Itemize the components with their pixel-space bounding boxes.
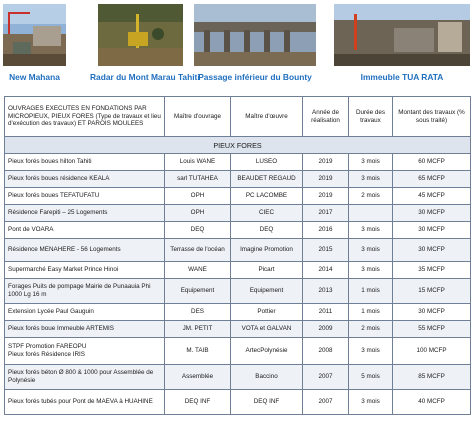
column-header-amount: Montant des travaux (% sous traité)	[393, 97, 471, 137]
cell-duration: 3 mois	[349, 239, 393, 262]
cell-duration: 1 mois	[349, 279, 393, 304]
cell-owner: Terrasse de l'océan	[165, 239, 231, 262]
table-row	[5, 154, 471, 171]
cell-amount: 85 MCFP	[393, 365, 471, 390]
cell-contractor: PC LACOMBE	[231, 188, 303, 205]
cell-works: Résidence MENAHERE - 56 Logements	[5, 239, 165, 262]
cell-owner: DES	[165, 304, 231, 321]
table-header-row	[5, 97, 471, 137]
cell-amount: 55 MCFP	[393, 321, 471, 338]
table-row	[5, 321, 471, 338]
cell-works: Pieux forés béton Ø 800 & 1000 pour Assemblée de Polynésie	[5, 365, 165, 390]
cell-duration	[349, 205, 393, 222]
cell-works: Résidence Farepiti – 25 Logements	[5, 205, 165, 222]
photo-caption: New Mahana	[9, 72, 60, 82]
cell-contractor: DEQ	[231, 222, 303, 239]
cell-amount: 35 MCFP	[393, 262, 471, 279]
cell-works: Pieux forés tubés pour Pont de MAEVA à HUAHINE	[5, 390, 165, 415]
cell-works: Pieux forés boues résidence KEALA	[5, 171, 165, 188]
cell-owner: JM. PETIT	[165, 321, 231, 338]
cell-owner: Assemblée	[165, 365, 231, 390]
cell-works: Pieux forés boue Immeuble ARTEMIS	[5, 321, 165, 338]
cell-works: Extension Lycée Paul Gauguin	[5, 304, 165, 321]
cell-duration: 3 mois	[349, 171, 393, 188]
cell-works: Pont de VOARA	[5, 222, 165, 239]
column-header-duration: Durée des travaux	[349, 97, 393, 137]
cell-duration: 3 mois	[349, 222, 393, 239]
cell-duration: 5 mois	[349, 365, 393, 390]
cell-amount: 60 MCFP	[393, 154, 471, 171]
table-row	[5, 262, 471, 279]
table-row	[5, 171, 471, 188]
section-header-row	[5, 137, 471, 154]
cell-contractor: Baccino	[231, 365, 303, 390]
cell-duration: 3 mois	[349, 390, 393, 415]
cell-amount: 40 MCFP	[393, 390, 471, 415]
cell-amount: 30 MCFP	[393, 239, 471, 262]
table-row	[5, 239, 471, 262]
column-header-owner: Maître d'ouvrage	[165, 97, 231, 137]
cell-year: 2014	[303, 262, 349, 279]
photo-caption: Passage inférieur du Bounty	[198, 72, 312, 82]
construction-site-photo	[3, 4, 66, 66]
cell-contractor: VOTA et GALVAN	[231, 321, 303, 338]
cell-year: 2015	[303, 239, 349, 262]
column-header-works: OUVRAGES EXECUTES EN FONDATIONS PAR MICROPIEUX, PIEUX FORES (Type de travaux et lieu d'exécution des travaux) ET PAROIS MOULEES	[5, 97, 165, 137]
cell-amount: 45 MCFP	[393, 188, 471, 205]
cell-year: 2009	[303, 321, 349, 338]
cell-contractor: BEAUDET REGAUD	[231, 171, 303, 188]
works-table	[4, 96, 471, 415]
cell-year: 2019	[303, 171, 349, 188]
cell-duration: 2 mois	[349, 188, 393, 205]
cell-duration: 3 mois	[349, 338, 393, 365]
cell-contractor: CIEC	[231, 205, 303, 222]
table-row	[5, 390, 471, 415]
pile-foundation-photo	[334, 4, 470, 66]
cell-works: Forages Puits de pompage Mairie de Punaauia Phi 1000 Lg 16 m	[5, 279, 165, 304]
cell-year: 2019	[303, 188, 349, 205]
cell-year: 2007	[303, 390, 349, 415]
section-title: PIEUX FORES	[5, 137, 471, 154]
column-header-contractor: Maître d'œuvre	[231, 97, 303, 137]
cell-year: 2019	[303, 154, 349, 171]
cell-owner: sarl TUTAHEA	[165, 171, 231, 188]
cell-contractor: Picart	[231, 262, 303, 279]
cell-year: 2008	[303, 338, 349, 365]
cell-contractor: ArtecPolynésie	[231, 338, 303, 365]
drilling-site-photo	[98, 4, 183, 66]
cell-amount: 30 MCFP	[393, 222, 471, 239]
cell-owner: WANE	[165, 262, 231, 279]
table-row	[5, 338, 471, 365]
cell-owner: M. TAIB	[165, 338, 231, 365]
cell-duration: 3 mois	[349, 262, 393, 279]
table-row	[5, 279, 471, 304]
cell-works: Supermarché Easy Market Prince Hinoi	[5, 262, 165, 279]
cell-owner: Louis WANE	[165, 154, 231, 171]
cell-contractor: Pottier	[231, 304, 303, 321]
excavation-photo	[194, 4, 316, 66]
photo-caption: Radar du Mont Marau Tahiti	[90, 72, 200, 82]
cell-owner: OPH	[165, 188, 231, 205]
cell-year: 2017	[303, 205, 349, 222]
cell-amount: 15 MCFP	[393, 279, 471, 304]
table-row	[5, 188, 471, 205]
cell-duration: 2 mois	[349, 321, 393, 338]
cell-contractor: Imagine Promotion	[231, 239, 303, 262]
cell-owner: Equipement	[165, 279, 231, 304]
table-row	[5, 304, 471, 321]
cell-duration: 3 mois	[349, 154, 393, 171]
cell-amount: 100 MCFP	[393, 338, 471, 365]
cell-year: 2016	[303, 222, 349, 239]
cell-owner: DEQ	[165, 222, 231, 239]
table-row	[5, 365, 471, 390]
cell-owner: DEQ INF	[165, 390, 231, 415]
photo-caption: Immeuble TUA RATA	[360, 72, 444, 82]
cell-owner: OPH	[165, 205, 231, 222]
column-header-year: Année de réalisation	[303, 97, 349, 137]
cell-contractor: DEQ INF	[231, 390, 303, 415]
cell-contractor: Equipement	[231, 279, 303, 304]
cell-duration: 1 mois	[349, 304, 393, 321]
table-row	[5, 205, 471, 222]
cell-works: Pieux forés boues TEFATUFATU	[5, 188, 165, 205]
cell-amount: 65 MCFP	[393, 171, 471, 188]
cell-year: 2011	[303, 304, 349, 321]
photo-strip	[0, 0, 474, 96]
table-row	[5, 222, 471, 239]
cell-year: 2007	[303, 365, 349, 390]
cell-amount: 30 MCFP	[393, 205, 471, 222]
cell-amount: 30 MCFP	[393, 304, 471, 321]
cell-contractor: LUSEO	[231, 154, 303, 171]
cell-works: Pieux forés boues hilton Tahiti	[5, 154, 165, 171]
cell-year: 2013	[303, 279, 349, 304]
cell-works: STPF Promotion FAREOPU Pieux forés Résidence IRIS	[5, 338, 165, 365]
